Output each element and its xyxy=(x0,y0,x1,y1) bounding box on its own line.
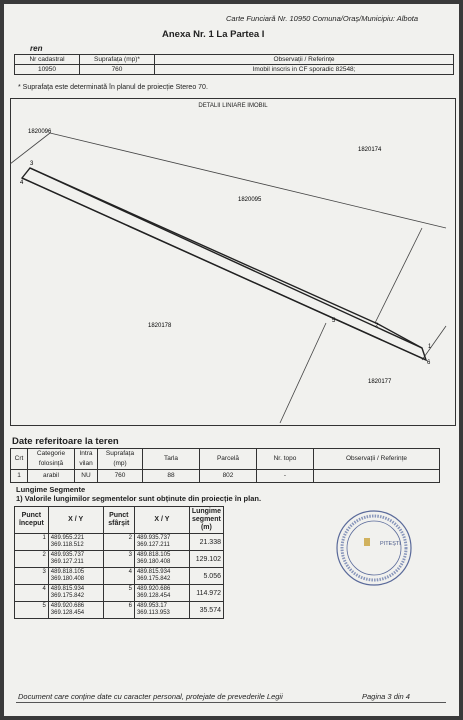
boundary-line xyxy=(280,323,326,423)
header-intravilan: Intra vilan xyxy=(75,449,98,470)
cell-start: 5 xyxy=(15,602,49,619)
coord-y: 369.175.842 xyxy=(50,593,85,599)
point-label: 4 xyxy=(20,180,24,186)
date-teren-table xyxy=(10,448,440,483)
coord-x: 489.935.737 xyxy=(136,535,171,541)
cell-xy-end xyxy=(134,602,189,619)
page-number: Pagina 3 din 4 xyxy=(362,692,410,701)
table-row xyxy=(15,551,224,568)
cell-xy-start xyxy=(48,602,103,619)
boundary-line xyxy=(50,133,446,228)
cell-end: 2 xyxy=(103,534,134,551)
point-label: 6 xyxy=(427,360,431,366)
stamp-outer-ring xyxy=(337,511,411,585)
cell-end: 3 xyxy=(103,551,134,568)
point-label: 5 xyxy=(332,318,336,324)
imobil-table xyxy=(14,54,454,75)
table-row xyxy=(15,585,224,602)
coord-y: 369.113.953 xyxy=(136,610,170,616)
section-label: ren xyxy=(30,44,43,53)
coord-x: 489.920.686 xyxy=(136,586,171,592)
map-frame xyxy=(11,99,456,426)
stamp-city: PITEȘTI xyxy=(380,541,401,547)
parcel-number: 1820177 xyxy=(368,379,392,385)
coord-y: 369.180.408 xyxy=(50,576,85,582)
header-observatii: Observații / Referințe xyxy=(155,55,454,65)
cell-length: 21.338 xyxy=(189,534,223,551)
cell-end: 6 xyxy=(103,602,134,619)
footer-divider xyxy=(16,702,446,703)
stamp-inner-ring xyxy=(347,521,401,575)
cell-suprafata: 760 xyxy=(98,470,143,483)
header-categorie: Categorie folosință xyxy=(28,449,75,470)
header-punct-sfarsit: Punct sfârșit xyxy=(103,507,134,534)
parcel-number: 1820174 xyxy=(358,147,382,153)
segment-table xyxy=(14,506,224,619)
carte-funciara-header: Carte Funciară Nr. 10950 Comuna/Oraș/Municipiu: Albota xyxy=(226,14,419,23)
footer-legal-note: Document care conține date cu caracter personal, protejate de prevederile Legii xyxy=(18,692,283,701)
coord-y: 369.127.211 xyxy=(136,542,170,548)
coord-x: 489.955.221 xyxy=(50,535,85,541)
header-parcela: Parcelă xyxy=(200,449,257,470)
header-xy-end: X / Y xyxy=(134,507,189,534)
boundary-line xyxy=(375,228,422,323)
coord-x: 489.818.105 xyxy=(136,552,171,558)
parcel-outline xyxy=(22,168,426,360)
stamp-crest xyxy=(364,538,370,546)
coord-x: 489.818.105 xyxy=(50,569,85,575)
coord-x: 489.953.17 xyxy=(136,603,167,609)
coord-x: 489.815.934 xyxy=(136,569,171,575)
map-title: DETALII LINIARE IMOBIL xyxy=(198,103,268,109)
cell-length: 35.574 xyxy=(189,602,223,619)
coord-x: 489.920.686 xyxy=(50,603,85,609)
parcel-number: 1820095 xyxy=(238,197,262,203)
cell-intravilan: NU xyxy=(75,470,98,483)
projection-note: * Suprafața este determinată în planul de proiecție Stereo 70. xyxy=(18,84,208,91)
official-stamp xyxy=(334,508,414,588)
coord-y: 369.128.454 xyxy=(50,610,85,616)
coord-y: 369.128.454 xyxy=(136,593,171,599)
cell-xy-end xyxy=(134,585,189,602)
parcel-edge xyxy=(30,168,422,348)
coord-y: 369.180.408 xyxy=(136,559,171,565)
cell-xy-end xyxy=(134,568,189,585)
parcel-number: 1820178 xyxy=(148,323,172,329)
cell-observatii: Imobil inscris in CF sporadic 82548; xyxy=(155,65,454,75)
cell-start: 2 xyxy=(15,551,49,568)
boundary-line xyxy=(10,133,50,164)
cell-observatii xyxy=(314,470,440,483)
coord-x: 489.815.934 xyxy=(50,586,85,592)
cell-length: 129.102 xyxy=(189,551,223,568)
cell-end: 5 xyxy=(103,585,134,602)
cell-suprafata: 760 xyxy=(80,65,155,75)
header-suprafata: Suprafața (mp)* xyxy=(80,55,155,65)
table-row xyxy=(15,568,224,585)
header-suprafata: Suprafața (mp) xyxy=(98,449,143,470)
header-nr-cadastral: Nr cadastral xyxy=(15,55,80,65)
point-label: 1 xyxy=(428,344,432,350)
cell-crt: 1 xyxy=(11,470,28,483)
table-row xyxy=(15,534,224,551)
point-label: 3 xyxy=(30,161,34,167)
point-label: 2 xyxy=(375,323,379,329)
cell-nr-topo: - xyxy=(257,470,314,483)
header-punct-inceput: Punct început xyxy=(15,507,49,534)
table-row xyxy=(15,602,224,619)
coord-y: 369.118.512 xyxy=(50,542,84,548)
cell-xy-start xyxy=(48,534,103,551)
cell-parcela: 802 xyxy=(200,470,257,483)
cell-start: 1 xyxy=(15,534,49,551)
coord-x: 489.935.737 xyxy=(50,552,85,558)
cell-end: 4 xyxy=(103,568,134,585)
cell-xy-start xyxy=(48,585,103,602)
header-xy-start: X / Y xyxy=(48,507,103,534)
parcel-map xyxy=(10,98,456,426)
coord-y: 369.175.842 xyxy=(136,576,171,582)
header-nr-topo: Nr. topo xyxy=(257,449,314,470)
header-observatii: Observații / Referințe xyxy=(314,449,440,470)
boundary-line xyxy=(422,326,446,360)
document-page xyxy=(4,4,459,716)
cell-start: 4 xyxy=(15,585,49,602)
cell-tarla: 88 xyxy=(143,470,200,483)
cell-xy-end xyxy=(134,551,189,568)
parcel-number: 1820096 xyxy=(28,129,52,135)
cell-start: 3 xyxy=(15,568,49,585)
header-crt: Crt xyxy=(11,449,28,470)
lungime-subtitle: 1) Valorile lungimilor segmentelor sunt obținute din proiecție în plan. xyxy=(16,494,262,503)
lungime-title: Lungime Segmente xyxy=(16,485,86,494)
cell-xy-start xyxy=(48,568,103,585)
cell-length: 5.056 xyxy=(189,568,223,585)
cell-nr-cadastral: 10950 xyxy=(15,65,80,75)
header-lungime: Lungime segment (m) xyxy=(189,507,223,534)
cell-xy-end xyxy=(134,534,189,551)
cell-xy-start xyxy=(48,551,103,568)
cell-length: 114.972 xyxy=(189,585,223,602)
coord-y: 369.127.211 xyxy=(50,559,84,565)
header-tarla: Tarla xyxy=(143,449,200,470)
cell-categorie: arabil xyxy=(28,470,75,483)
date-teren-title: Date referitoare la teren xyxy=(12,436,119,447)
anexa-title: Anexa Nr. 1 La Partea I xyxy=(162,29,265,40)
parcel-edge xyxy=(22,178,426,360)
stamp-text-ring xyxy=(342,516,406,580)
